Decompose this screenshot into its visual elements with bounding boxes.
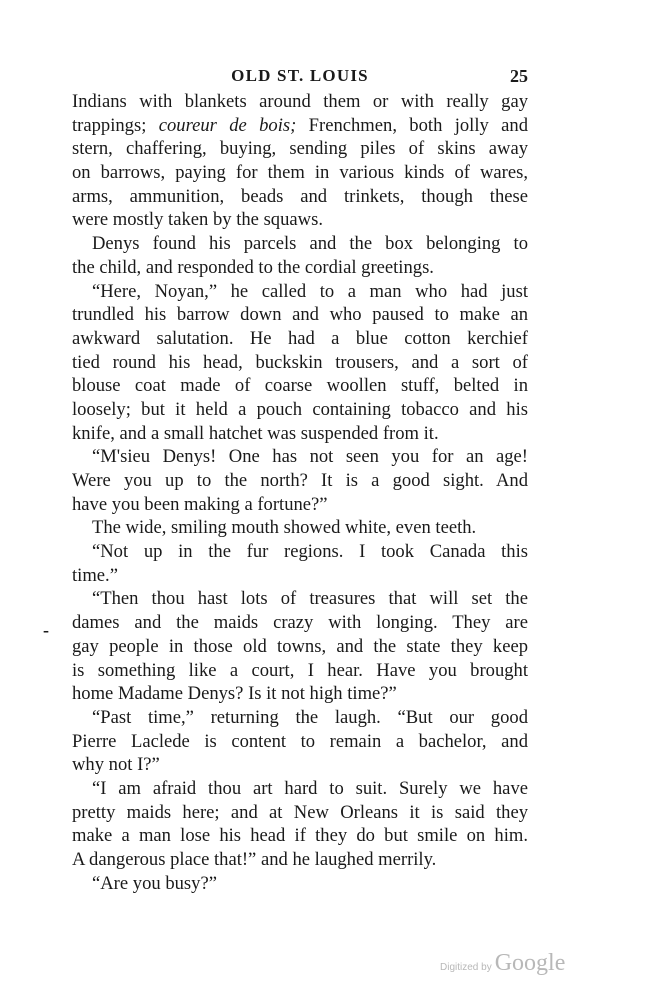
line-text: gay people in those old towns, and the state they keep bbox=[72, 635, 528, 657]
italic-phrase: coureur de bois; bbox=[158, 114, 297, 136]
google-logo: Google bbox=[494, 950, 566, 976]
text-line bbox=[72, 256, 528, 280]
line-text: on barrows, paying for them in various kinds of wares, bbox=[72, 162, 528, 184]
text-line bbox=[72, 801, 528, 825]
text-line bbox=[72, 635, 528, 659]
line-text: “Then thou hast lots of treasures that will set the bbox=[92, 588, 528, 610]
text-line bbox=[72, 872, 528, 896]
text-line bbox=[72, 90, 528, 114]
line-text: tied round his head, buckskin trousers, and a sort of bbox=[72, 351, 528, 373]
text-line bbox=[72, 327, 528, 351]
text-line bbox=[72, 493, 528, 517]
line-text: awkward salutation. He had a blue cotton kerchief bbox=[72, 327, 528, 349]
page-number: 25 bbox=[510, 66, 528, 86]
text-line bbox=[72, 374, 528, 398]
text-line bbox=[72, 777, 528, 801]
line-text: “M'sieu Denys! One has not seen you for an age! bbox=[92, 446, 528, 468]
text-line bbox=[72, 398, 528, 422]
line-text: the child, and responded to the cordial greetings. bbox=[72, 256, 434, 278]
line-text: home Madame Denys? Is it not high time?” bbox=[72, 683, 397, 705]
text-line bbox=[72, 540, 528, 564]
line-text: trundled his barrow down and who paused to make an bbox=[72, 304, 528, 326]
text-line bbox=[72, 280, 528, 304]
text-line bbox=[72, 611, 528, 635]
google-watermark bbox=[440, 950, 565, 977]
text-line bbox=[72, 824, 528, 848]
text-line bbox=[72, 161, 528, 185]
line-text: trappings; bbox=[72, 114, 159, 136]
body-text bbox=[72, 90, 528, 895]
line-text: Pierre Laclede is content to remain a bachelor, and bbox=[72, 730, 528, 752]
text-line bbox=[72, 753, 528, 777]
line-text: Denys found his parcels and the box belonging to bbox=[92, 233, 528, 255]
text-line bbox=[72, 659, 528, 683]
text-line bbox=[72, 706, 528, 730]
text-line bbox=[72, 516, 528, 540]
text-line bbox=[72, 208, 528, 232]
text-line bbox=[72, 445, 528, 469]
line-text: Indians with blankets around them or with really gay bbox=[72, 91, 528, 112]
line-text: dames and the maids crazy with longing. They are bbox=[72, 612, 528, 634]
line-text: blouse coat made of coarse woollen stuff, belted in bbox=[72, 375, 528, 397]
text-line bbox=[72, 232, 528, 256]
text-line bbox=[72, 469, 528, 493]
line-text: make a man lose his head if they do but smile on him. bbox=[72, 825, 528, 847]
line-text: have you been making a fortune?” bbox=[72, 493, 328, 515]
text-line bbox=[72, 303, 528, 327]
line-text: arms, ammunition, beads and trinkets, though these bbox=[72, 185, 528, 207]
text-line bbox=[72, 848, 528, 872]
margin-mark: - bbox=[43, 620, 49, 640]
line-text: time.” bbox=[72, 564, 118, 586]
line-text: “I am afraid thou art hard to suit. Surely we have bbox=[92, 777, 528, 799]
line-text: Frenchmen, both jolly and bbox=[296, 114, 528, 136]
line-text: “Past time,” returning the laugh. “But our good bbox=[92, 706, 528, 728]
line-text: “Here, Noyan,” he called to a man who had just bbox=[92, 280, 528, 302]
line-text: loosely; but it held a pouch containing tobacco and his bbox=[72, 398, 528, 420]
running-title: OLD ST. LOUIS bbox=[231, 66, 369, 85]
text-line bbox=[72, 185, 528, 209]
text-line bbox=[72, 682, 528, 706]
line-text: were mostly taken by the squaws. bbox=[72, 209, 323, 231]
line-text: knife, and a small hatchet was suspended from it. bbox=[72, 422, 439, 444]
watermark-prefix: Digitized by bbox=[440, 962, 492, 973]
text-line bbox=[72, 564, 528, 588]
line-text: Were you up to the north? It is a good sight. And bbox=[72, 470, 528, 491]
text-line bbox=[72, 114, 528, 138]
text-line bbox=[72, 422, 528, 446]
line-text: The wide, smiling mouth showed white, even teeth. bbox=[92, 517, 477, 539]
line-text: why not I?” bbox=[72, 754, 160, 776]
text-line bbox=[72, 351, 528, 375]
text-line bbox=[72, 587, 528, 611]
line-text: is something like a court, I hear. Have you brought bbox=[72, 659, 528, 681]
text-line bbox=[72, 730, 528, 754]
line-text: stern, chaffering, buying, sending piles of skins away bbox=[72, 138, 528, 160]
text-line bbox=[72, 137, 528, 161]
running-header bbox=[72, 64, 528, 90]
line-text: A dangerous place that!” and he laughed merrily. bbox=[72, 849, 437, 870]
line-text: “Are you busy?” bbox=[92, 872, 217, 894]
line-text: pretty maids here; and at New Orleans it is said they bbox=[72, 801, 528, 823]
line-text: “Not up in the fur regions. I took Canada this bbox=[92, 541, 528, 563]
